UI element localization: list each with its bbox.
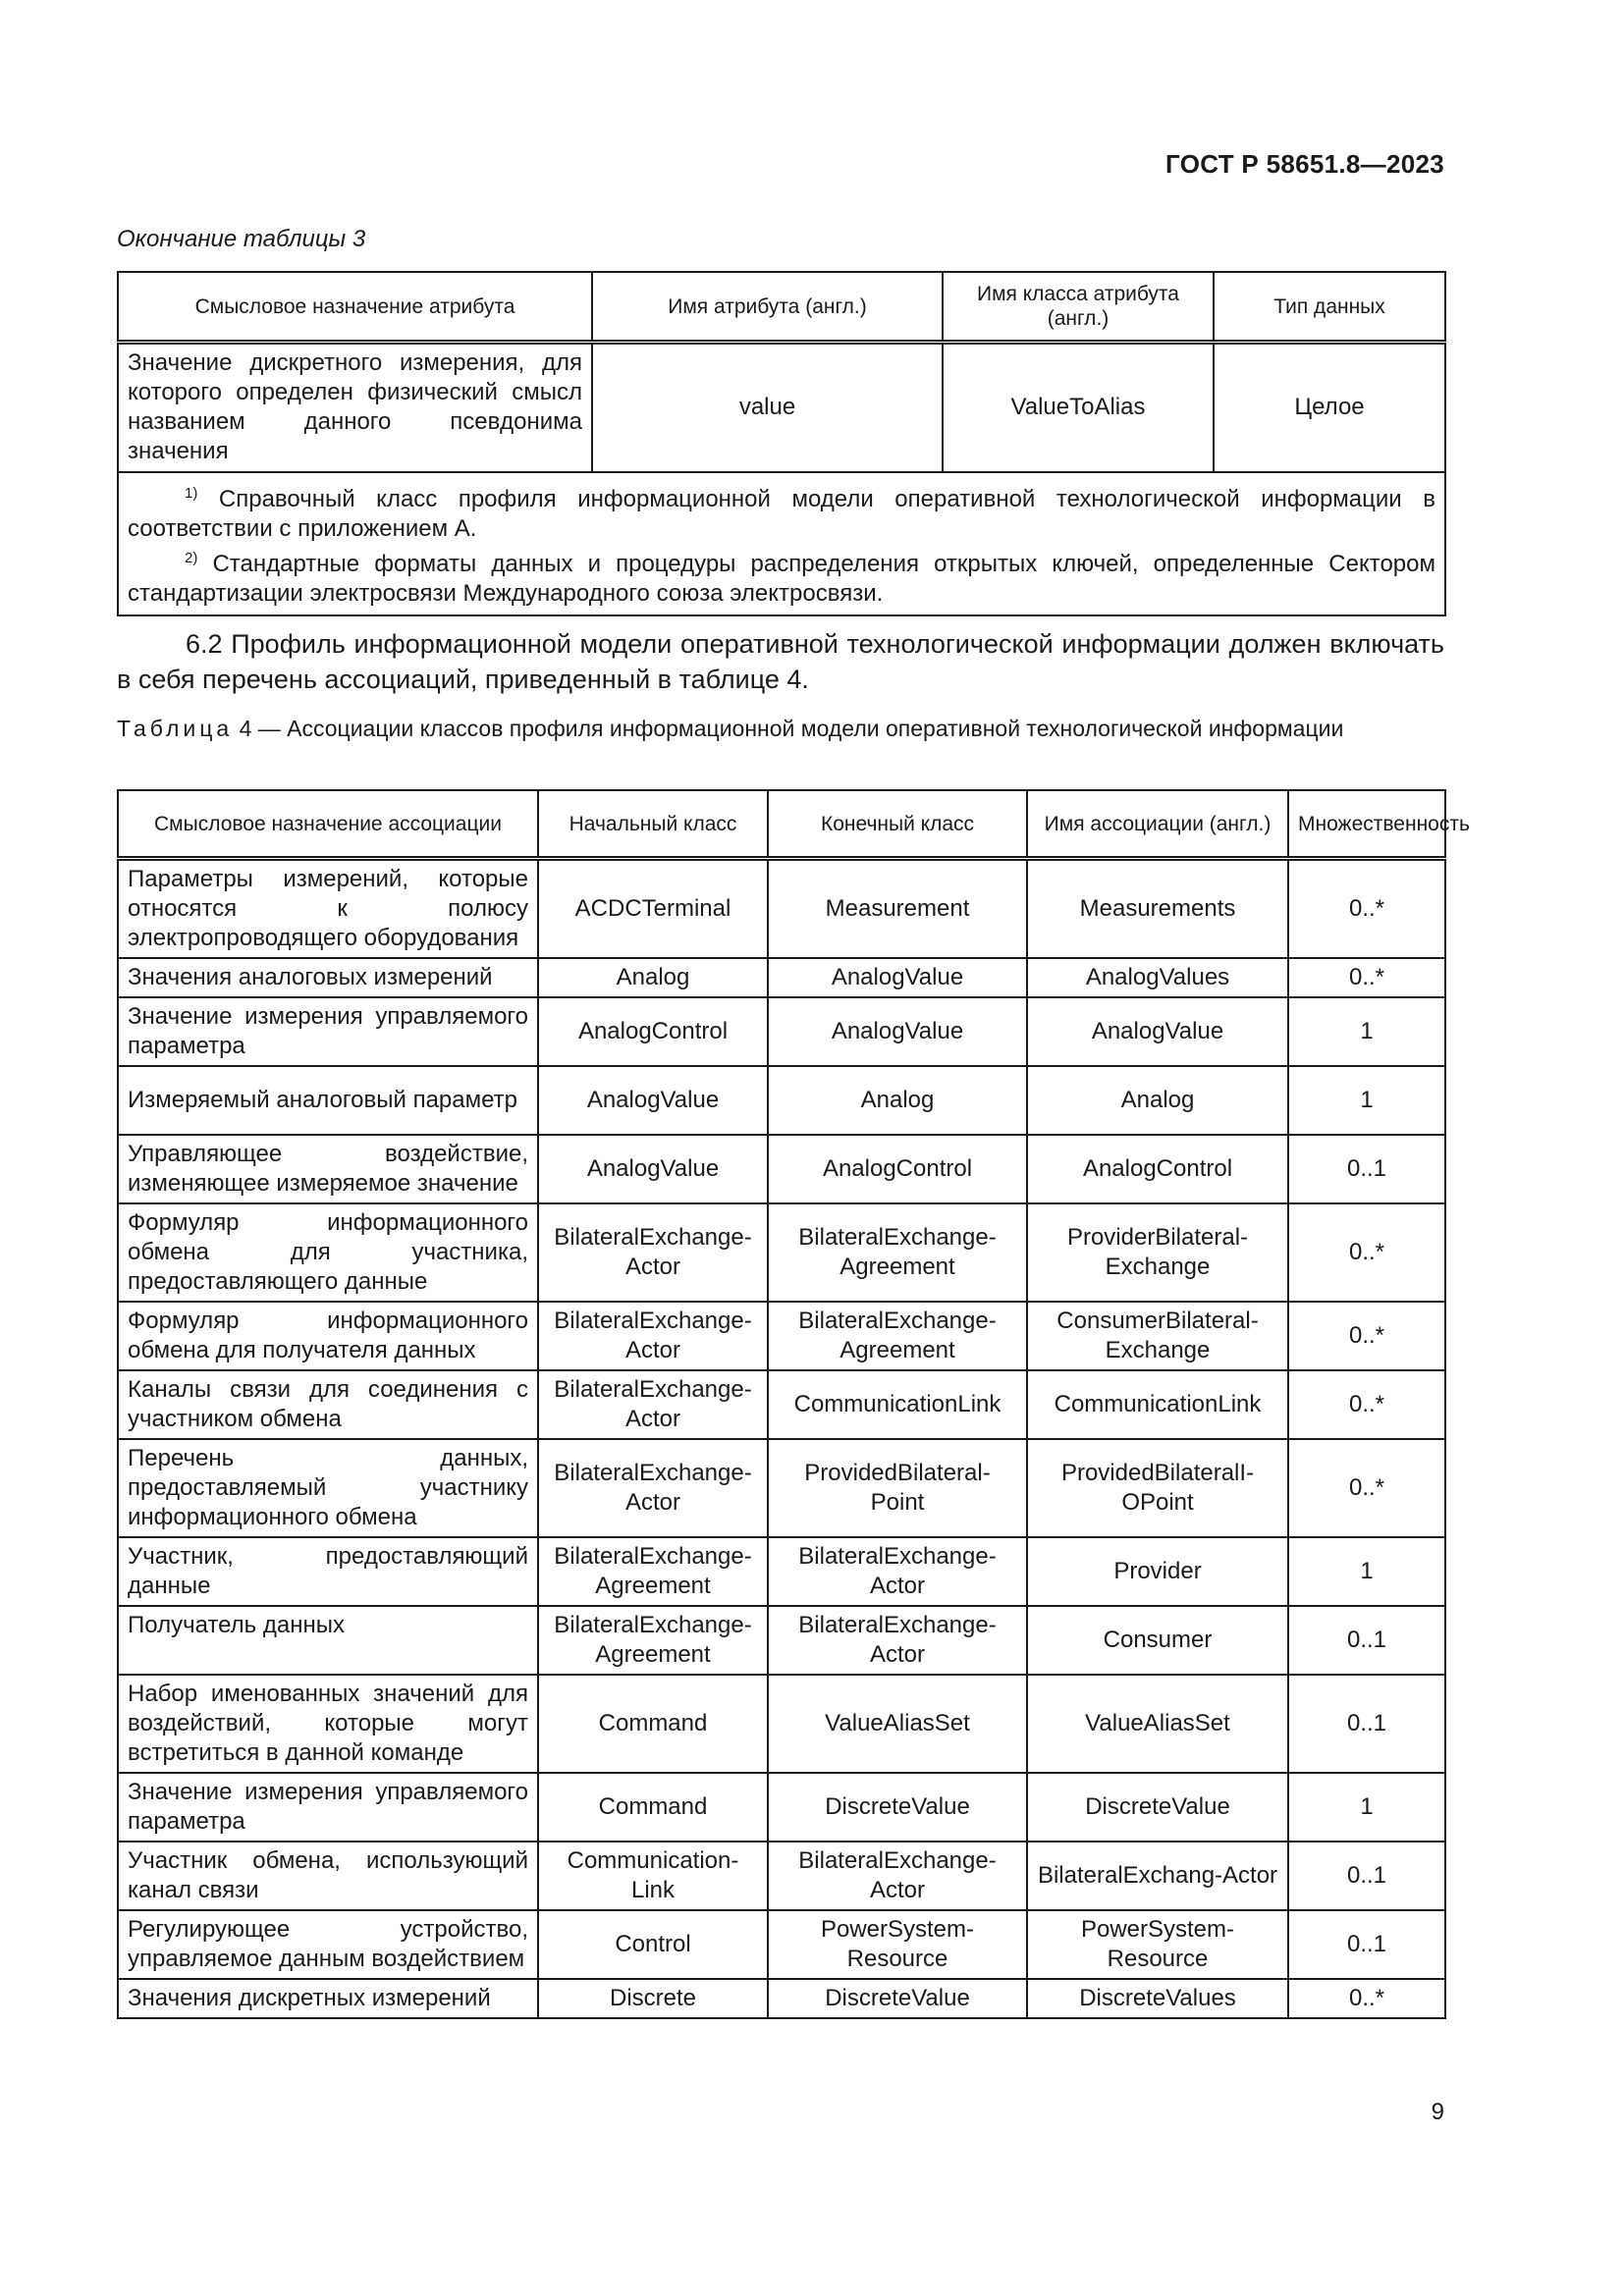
table-cell: 0..1	[1288, 1675, 1445, 1773]
table-cell: 0..1	[1288, 1135, 1445, 1203]
table-cell: Analog	[768, 1066, 1027, 1135]
table-cell: 1	[1288, 1066, 1445, 1135]
table-row	[118, 1135, 1445, 1203]
table-4	[117, 789, 1470, 2019]
table-cell: 0..1	[1288, 1606, 1445, 1675]
table-cell: ValueAliasSet	[768, 1675, 1027, 1773]
table-row	[118, 859, 1445, 959]
table-cell: Формуляр информационного обмена для получателя данных	[118, 1302, 538, 1370]
table-cell: Измеряемый аналоговый параметр	[118, 1066, 538, 1135]
table-cell: DiscreteValue	[768, 1773, 1027, 1842]
table-cell: AnalogControl	[1027, 1135, 1288, 1203]
table-cell: DiscreteValue	[768, 1979, 1027, 2018]
table-cell: BilateralExchange-Agreement	[538, 1606, 768, 1675]
table-cell: ACDCTerminal	[538, 859, 768, 959]
table-cell: Участник обмена, использующий канал связи	[118, 1842, 538, 1910]
footnote-mark: 1)	[185, 484, 198, 502]
table-cell: Provider	[1027, 1537, 1288, 1606]
table-cell: Участник, предоставляющий данные	[118, 1537, 538, 1606]
table4-col-header: Конечный класс	[768, 790, 1027, 859]
table-cell: AnalogControl	[768, 1135, 1027, 1203]
table-cell: 0..*	[1288, 859, 1445, 959]
table-row	[118, 1979, 1445, 2018]
table-cell: BilateralExchange-Agreement	[768, 1302, 1027, 1370]
table-cell: Каналы связи для соединения с участником обмена	[118, 1370, 538, 1439]
table-cell: ProvidedBilateral-Point	[768, 1439, 1027, 1537]
table4-col-header: Множественность	[1288, 790, 1445, 859]
table-cell: PowerSystem-Resource	[1027, 1910, 1288, 1979]
page-number: 9	[1431, 2099, 1444, 2125]
table-row	[118, 997, 1445, 1066]
table-cell: BilateralExchange-Actor	[538, 1370, 768, 1439]
table4-caption-label: Таблица	[117, 716, 234, 741]
table-cell: 0..*	[1288, 1370, 1445, 1439]
table-cell: AnalogValues	[1027, 958, 1288, 997]
table-row	[118, 958, 1445, 997]
table-cell: BilateralExchange-Agreement	[538, 1537, 768, 1606]
table-cell: BilateralExchange-Actor	[768, 1842, 1027, 1910]
table-row	[118, 1910, 1445, 1979]
table3-header-row	[118, 272, 1445, 343]
table-cell: Measurements	[1027, 859, 1288, 959]
table-cell: Значения аналоговых измерений	[118, 958, 538, 997]
table-cell: DiscreteValues	[1027, 1979, 1288, 2018]
table-cell: Discrete	[538, 1979, 768, 2018]
table-row	[118, 1066, 1445, 1135]
table-cell: 1	[1288, 1773, 1445, 1842]
table-row	[118, 1302, 1445, 1370]
table-row	[118, 1439, 1445, 1537]
table-cell: BilateralExchange-Actor	[538, 1203, 768, 1302]
table-cell: Управляющее воздействие, изменяющее измеряемое значение	[118, 1135, 538, 1203]
table3-col-header: Тип данных	[1214, 272, 1445, 343]
footnote-text: Стандартные форматы данных и процедуры распределения открытых ключей, определенные Сектором стандартизации электросвязи Международного союза электросвязи.	[128, 550, 1435, 607]
table-cell: 0..*	[1288, 958, 1445, 997]
table-cell: 1	[1288, 997, 1445, 1066]
table-cell: ValueAliasSet	[1027, 1675, 1288, 1773]
table-row	[118, 1606, 1445, 1675]
table-row	[118, 1537, 1445, 1606]
table-cell: Значение измерения управляемого параметра	[118, 1773, 538, 1842]
table-cell: AnalogValue	[538, 1135, 768, 1203]
table-row	[118, 1773, 1445, 1842]
table-row	[118, 343, 1445, 472]
table-cell: AnalogValue	[768, 958, 1027, 997]
table-cell: Analog	[538, 958, 768, 997]
table-row	[118, 1203, 1445, 1302]
table-cell: 1	[1288, 1537, 1445, 1606]
table-cell: BilateralExchange-Actor	[538, 1302, 768, 1370]
table-cell: Параметры измерений, которые относятся к полюсу электропроводящего оборудования	[118, 859, 538, 959]
table4-col-header: Имя ассоциации (англ.)	[1027, 790, 1288, 859]
table-cell: BilateralExchang-Actor	[1027, 1842, 1288, 1910]
table4-caption-text: 4 — Ассоциации классов профиля информационной модели оперативной технологической информации	[233, 716, 1344, 741]
table-row	[118, 1842, 1445, 1910]
table-cell: ProvidedBilateralI-OPoint	[1027, 1439, 1288, 1537]
table-cell: ValueToAlias	[943, 343, 1214, 472]
table-cell: 0..*	[1288, 1302, 1445, 1370]
table-cell: Communication-Link	[538, 1842, 768, 1910]
table-cell: ConsumerBilateral-Exchange	[1027, 1302, 1288, 1370]
table-cell: BilateralExchange-Agreement	[768, 1203, 1027, 1302]
table-cell: Consumer	[1027, 1606, 1288, 1675]
table-cell: 0..1	[1288, 1842, 1445, 1910]
table-cell: 0..*	[1288, 1979, 1445, 2018]
table-cell: Значение дискретного измерения, для которого определен физический смысл названием данного псевдонима значения	[118, 343, 592, 472]
table-cell: ProviderBilateral-Exchange	[1027, 1203, 1288, 1302]
table-cell: BilateralExchange-Actor	[768, 1537, 1027, 1606]
table-cell: Control	[538, 1910, 768, 1979]
table-cell: 0..1	[1288, 1910, 1445, 1979]
table-cell: DiscreteValue	[1027, 1773, 1288, 1842]
table-cell: CommunicationLink	[1027, 1370, 1288, 1439]
table-cell: Значение измерения управляемого параметра	[118, 997, 538, 1066]
table-cell: AnalogControl	[538, 997, 768, 1066]
table-cell: BilateralExchange-Actor	[768, 1606, 1027, 1675]
footnote-text: Справочный класс профиля информационной модели оперативной технологической информации в соответствии с приложением А.	[128, 485, 1435, 542]
table-cell: Целое	[1214, 343, 1445, 472]
footnote-1	[128, 479, 1435, 544]
table-cell: Command	[538, 1675, 768, 1773]
footnote-2	[128, 544, 1435, 609]
table-cell: Регулирующее устройство, управляемое данным воздействием	[118, 1910, 538, 1979]
table-cell: value	[592, 343, 943, 472]
footnote-mark: 2)	[185, 549, 198, 566]
table-cell: 0..*	[1288, 1203, 1445, 1302]
table-cell: AnalogValue	[1027, 997, 1288, 1066]
paragraph-6-2: 6.2 Профиль информационной модели оперативной технологической информации должен включать в себя перечень ассоциаций, приведенный в таблице 4.	[117, 629, 1444, 694]
table-cell: Набор именованных значений для воздействий, которые могут встретиться в данной команде	[118, 1675, 538, 1773]
table-row	[118, 1675, 1445, 1773]
table3-col-header: Имя класса атрибута (англ.)	[943, 272, 1214, 343]
table-cell: Command	[538, 1773, 768, 1842]
table3-continuation-label: Окончание таблицы 3	[117, 226, 366, 252]
table4-col-header: Смысловое назначение ассоциации	[118, 790, 538, 859]
table-3	[117, 271, 1446, 616]
table-cell: PowerSystem-Resource	[768, 1910, 1027, 1979]
table3-col-header: Смысловое назначение атрибута	[118, 272, 592, 343]
table-cell: AnalogValue	[538, 1066, 768, 1135]
table-cell: BilateralExchange-Actor	[538, 1439, 768, 1537]
table-cell: 0..*	[1288, 1439, 1445, 1537]
table4-header-row	[118, 790, 1445, 859]
table-cell: AnalogValue	[768, 997, 1027, 1066]
table-row	[118, 1370, 1445, 1439]
document-code: ГОСТ Р 58651.8—2023	[1165, 149, 1444, 179]
table-cell: Перечень данных, предоставляемый участнику информационного обмена	[118, 1439, 538, 1537]
table3-notes-row	[118, 472, 1445, 615]
table4-caption	[117, 715, 1444, 742]
table-cell: Значения дискретных измерений	[118, 1979, 538, 2018]
table-cell: Measurement	[768, 859, 1027, 959]
table-cell: CommunicationLink	[768, 1370, 1027, 1439]
table4-col-header: Начальный класс	[538, 790, 768, 859]
table-cell: Формуляр информационного обмена для участника, предоставляющего данные	[118, 1203, 538, 1302]
table-cell: Analog	[1027, 1066, 1288, 1135]
table3-col-header: Имя атрибута (англ.)	[592, 272, 943, 343]
table-cell: Получатель данных	[118, 1606, 538, 1675]
table3-notes	[118, 472, 1445, 615]
